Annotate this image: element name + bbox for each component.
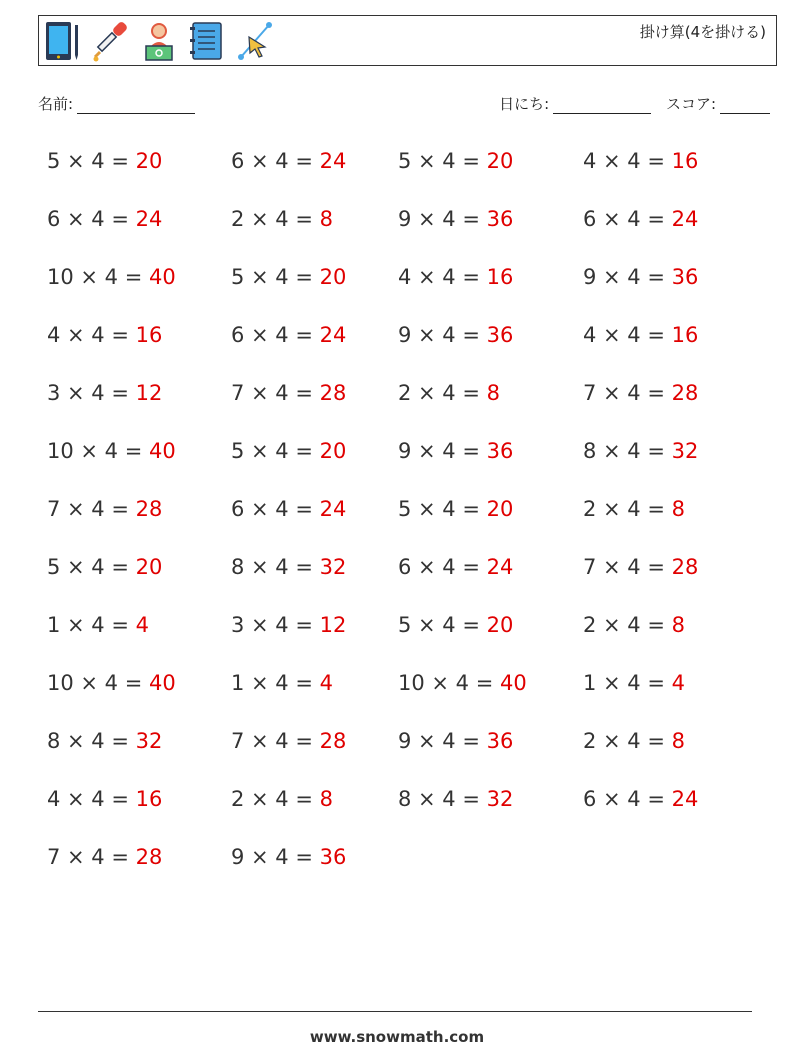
- footer-url: www.snowmath.com: [309, 1028, 485, 1046]
- problem-item: [583, 612, 685, 638]
- problem-item: [47, 670, 176, 696]
- problem-answer: 32: [486, 787, 514, 811]
- problem-question: 5 × 4 =: [398, 613, 487, 637]
- problem-answer: 24: [135, 207, 163, 231]
- problem-answer: 16: [135, 323, 163, 347]
- problem-item: [47, 728, 162, 754]
- problem-question: 6 × 4 =: [583, 207, 672, 231]
- problem-question: 5 × 4 =: [231, 265, 320, 289]
- problem-question: 1 × 4 =: [583, 671, 672, 695]
- problem-item: [47, 844, 162, 870]
- problem-question: 4 × 4 =: [398, 265, 487, 289]
- problem-question: 5 × 4 =: [231, 439, 320, 463]
- problem-question: 2 × 4 =: [398, 381, 487, 405]
- problem-answer: 24: [319, 497, 347, 521]
- problem-answer: 40: [499, 671, 527, 695]
- problem-question: 4 × 4 =: [47, 787, 136, 811]
- problem-answer: 32: [671, 439, 699, 463]
- problem-answer: 4: [671, 671, 685, 695]
- problem-question: 5 × 4 =: [47, 149, 136, 173]
- problem-answer: 16: [671, 149, 699, 173]
- problem-answer: 20: [135, 555, 163, 579]
- problem-answer: 8: [319, 787, 333, 811]
- problem-item: [231, 554, 346, 580]
- problem-item: [583, 554, 698, 580]
- problem-item: [398, 148, 513, 174]
- problem-question: 4 × 4 =: [583, 323, 672, 347]
- problem-question: 2 × 4 =: [583, 613, 672, 637]
- problem-question: 8 × 4 =: [231, 555, 320, 579]
- problem-question: 6 × 4 =: [231, 323, 320, 347]
- problem-item: [583, 206, 698, 232]
- problem-question: 8 × 4 =: [47, 729, 136, 753]
- problem-item: [583, 380, 698, 406]
- problem-item: [47, 380, 162, 406]
- problem-answer: 24: [319, 149, 347, 173]
- problem-question: 4 × 4 =: [583, 149, 672, 173]
- problem-answer: 12: [135, 381, 163, 405]
- problem-answer: 28: [671, 555, 699, 579]
- problem-item: [231, 612, 346, 638]
- problem-question: 5 × 4 =: [398, 149, 487, 173]
- problem-item: [47, 264, 176, 290]
- problem-answer: 28: [135, 845, 163, 869]
- problem-item: [47, 438, 176, 464]
- problem-answer: 12: [319, 613, 347, 637]
- problem-answer: 4: [135, 613, 149, 637]
- problem-answer: 16: [135, 787, 163, 811]
- problem-question: 2 × 4 =: [231, 787, 320, 811]
- problem-question: 10 × 4 =: [47, 671, 149, 695]
- problem-item: [583, 264, 698, 290]
- problem-answer: 24: [671, 207, 699, 231]
- problem-question: 7 × 4 =: [231, 381, 320, 405]
- problem-question: 7 × 4 =: [583, 555, 672, 579]
- problem-item: [398, 612, 513, 638]
- problem-question: 7 × 4 =: [47, 845, 136, 869]
- problem-question: 9 × 4 =: [398, 729, 487, 753]
- problem-question: 6 × 4 =: [231, 149, 320, 173]
- problem-answer: 4: [319, 671, 333, 695]
- problem-question: 7 × 4 =: [231, 729, 320, 753]
- problem-answer: 32: [319, 555, 347, 579]
- problem-item: [583, 496, 685, 522]
- problem-answer: 16: [671, 323, 699, 347]
- problem-answer: 20: [319, 265, 347, 289]
- problem-question: 1 × 4 =: [231, 671, 320, 695]
- problem-question: 10 × 4 =: [47, 439, 149, 463]
- problem-item: [583, 322, 698, 348]
- problem-item: [583, 786, 698, 812]
- problem-question: 7 × 4 =: [47, 497, 136, 521]
- problem-answer: 28: [319, 729, 347, 753]
- problem-item: [583, 438, 698, 464]
- problem-item: [47, 786, 162, 812]
- problem-answer: 28: [671, 381, 699, 405]
- problem-answer: 20: [486, 613, 514, 637]
- problem-item: [231, 148, 346, 174]
- problem-item: [231, 496, 346, 522]
- problem-question: 10 × 4 =: [47, 265, 149, 289]
- problem-question: 7 × 4 =: [583, 381, 672, 405]
- problem-answer: 24: [671, 787, 699, 811]
- problem-question: 1 × 4 =: [47, 613, 136, 637]
- name-label: 名前:: [38, 95, 74, 113]
- problem-item: [398, 670, 527, 696]
- problem-item: [47, 554, 162, 580]
- problem-answer: 16: [486, 265, 514, 289]
- problem-answer: 8: [319, 207, 333, 231]
- problem-answer: 40: [148, 671, 176, 695]
- problem-question: 10 × 4 =: [398, 671, 500, 695]
- problem-answer: 36: [486, 439, 514, 463]
- problem-question: 8 × 4 =: [398, 787, 487, 811]
- problem-item: [398, 380, 500, 406]
- score-label: スコア:: [665, 95, 716, 113]
- problem-answer: 8: [671, 497, 685, 521]
- problem-question: 6 × 4 =: [231, 497, 320, 521]
- problem-item: [47, 496, 162, 522]
- problem-item: [583, 728, 685, 754]
- problem-item: [398, 554, 513, 580]
- problem-item: [231, 728, 346, 754]
- problem-item: [398, 496, 513, 522]
- problem-item: [231, 206, 333, 232]
- problem-answer: 36: [319, 845, 347, 869]
- problem-item: [231, 380, 346, 406]
- problem-question: 3 × 4 =: [47, 381, 136, 405]
- problem-answer: 28: [135, 497, 163, 521]
- problem-answer: 36: [486, 207, 514, 231]
- problem-answer: 40: [148, 439, 176, 463]
- problem-question: 9 × 4 =: [583, 265, 672, 289]
- problem-answer: 20: [486, 149, 514, 173]
- problem-question: 9 × 4 =: [398, 207, 487, 231]
- problem-item: [398, 264, 513, 290]
- problem-answer: 8: [486, 381, 500, 405]
- problem-answer: 24: [319, 323, 347, 347]
- problem-item: [231, 670, 333, 696]
- problem-answer: 20: [319, 439, 347, 463]
- problem-question: 6 × 4 =: [583, 787, 672, 811]
- problem-question: 9 × 4 =: [398, 323, 487, 347]
- problem-question: 9 × 4 =: [398, 439, 487, 463]
- problem-item: [398, 438, 513, 464]
- problem-question: 5 × 4 =: [398, 497, 487, 521]
- problem-question: 4 × 4 =: [47, 323, 136, 347]
- problem-item: [398, 206, 513, 232]
- problem-answer: 20: [135, 149, 163, 173]
- problem-answer: 36: [486, 323, 514, 347]
- problem-question: 6 × 4 =: [398, 555, 487, 579]
- problem-item: [231, 322, 346, 348]
- problem-item: [231, 786, 333, 812]
- problem-item: [398, 322, 513, 348]
- problem-answer: 20: [486, 497, 514, 521]
- worksheet-title: 掛け算(4を掛ける): [639, 23, 766, 41]
- problem-item: [583, 670, 685, 696]
- problem-answer: 24: [486, 555, 514, 579]
- problem-question: 2 × 4 =: [583, 497, 672, 521]
- problem-answer: 36: [486, 729, 514, 753]
- problem-item: [583, 148, 698, 174]
- problem-answer: 32: [135, 729, 163, 753]
- problem-question: 2 × 4 =: [231, 207, 320, 231]
- problem-item: [398, 786, 513, 812]
- problem-item: [231, 844, 346, 870]
- problem-answer: 8: [671, 613, 685, 637]
- problem-question: 9 × 4 =: [231, 845, 320, 869]
- problem-answer: 8: [671, 729, 685, 753]
- problem-item: [47, 612, 149, 638]
- problem-item: [47, 206, 162, 232]
- problem-item: [47, 148, 162, 174]
- problem-question: 8 × 4 =: [583, 439, 672, 463]
- footer-divider: [38, 1011, 752, 1012]
- problem-item: [398, 728, 513, 754]
- problem-question: 6 × 4 =: [47, 207, 136, 231]
- problem-question: 2 × 4 =: [583, 729, 672, 753]
- date-label: 日にち:: [499, 95, 550, 113]
- problem-answer: 28: [319, 381, 347, 405]
- problem-answer: 40: [148, 265, 176, 289]
- problem-item: [47, 322, 162, 348]
- problem-item: [231, 264, 346, 290]
- problem-item: [231, 438, 346, 464]
- problem-answer: 36: [671, 265, 699, 289]
- problem-question: 5 × 4 =: [47, 555, 136, 579]
- problem-question: 3 × 4 =: [231, 613, 320, 637]
